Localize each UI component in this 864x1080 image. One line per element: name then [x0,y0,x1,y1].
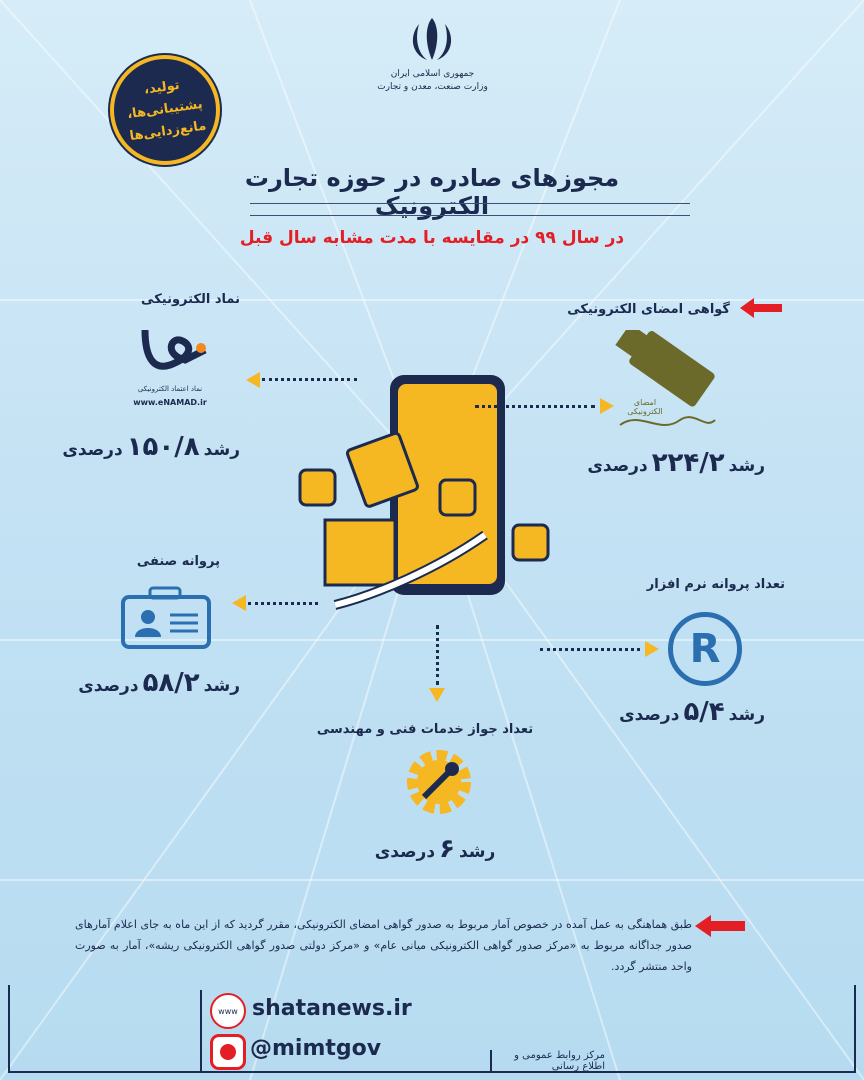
registered-trademark-icon: R [668,612,742,686]
footer-frame [8,985,856,1073]
department-name: مرکز روابط عمومی و اطلاع رسانی [490,1050,605,1072]
website-icon: www [210,993,246,1029]
subtitle: در سال ۹۹ در مقایسه با مدت مشابه سال قبل [239,228,625,248]
red-arrow-icon [695,915,745,937]
connector [248,602,318,605]
enamad-url: www.eNAMAD.ir [133,398,207,407]
growth-software-license: رشد۵/۴درصدی [619,697,765,727]
connector [436,625,439,685]
arrowhead-icon [429,688,445,702]
growth-engineering-services: رشد۶درصدی [374,834,496,864]
campaign-badge: تولید، پشتیبانی‌ها، مانع‌زدایی‌ها [110,55,220,165]
label-engineering-services: تعداد جواز خدمات فنی و مهندسی [316,722,534,737]
arrowhead-icon [246,372,260,388]
label-software-license: تعداد پروانه نرم افزار [646,577,785,592]
growth-enamad: رشد۱۵۰/۸درصدی [62,432,240,462]
arrowhead-icon [645,641,659,657]
red-arrow-icon [740,298,782,318]
label-enamad: نماد الکترونیکی [141,292,240,307]
note-text: طبق هماهنگی به عمل آمده در خصوص آمار مربوط به صدور گواهی امضای الکترونیکی، مقرر گردید که از این ماه به جای اعلام آمارهای صدور جداگانه مربوط به «مرکز صدور گواهی الکترونیکی میانی عام» و «مرکز دولتی صدور گواهی الکترونیکی ریشه»، آمار به صورت واحد منتشر گردد. [75,918,692,973]
title-divider [250,215,690,216]
connector [540,648,640,651]
label-e-signature: گواهی امضای الکترونیکی [567,302,730,317]
org-line2: وزارت صنعت، معدن و تجارت [377,82,488,92]
e-signature-caption: امضای الکترونیکی [627,398,663,416]
org-line1: جمهوری اسلامی ایران [390,69,475,79]
instagram-handle[interactable]: @mimtgov [250,1036,382,1061]
enamad-caption: نماد اعتماد الکترونیکی [137,385,203,393]
id-card-icon [120,585,212,651]
iran-emblem-icon [405,14,459,64]
growth-e-signature: رشد۲۲۴/۲درصدی [587,448,765,478]
page-title: مجوزهای صادره در حوزه تجارت الکترونیک [244,164,620,220]
arrowhead-icon [232,595,246,611]
title-divider [250,203,690,204]
enamad-logo-icon [135,320,210,380]
connector [262,378,357,381]
gear-wrench-icon [402,745,476,819]
connector [475,405,595,408]
website-link[interactable]: shatanews.ir [252,996,412,1021]
growth-business-license: رشد۵۸/۲درصدی [78,668,240,698]
footer-divider [200,990,202,1072]
label-business-license: پروانه صنفی [136,554,220,569]
instagram-icon [210,1034,246,1070]
usb-token-icon [605,330,725,440]
